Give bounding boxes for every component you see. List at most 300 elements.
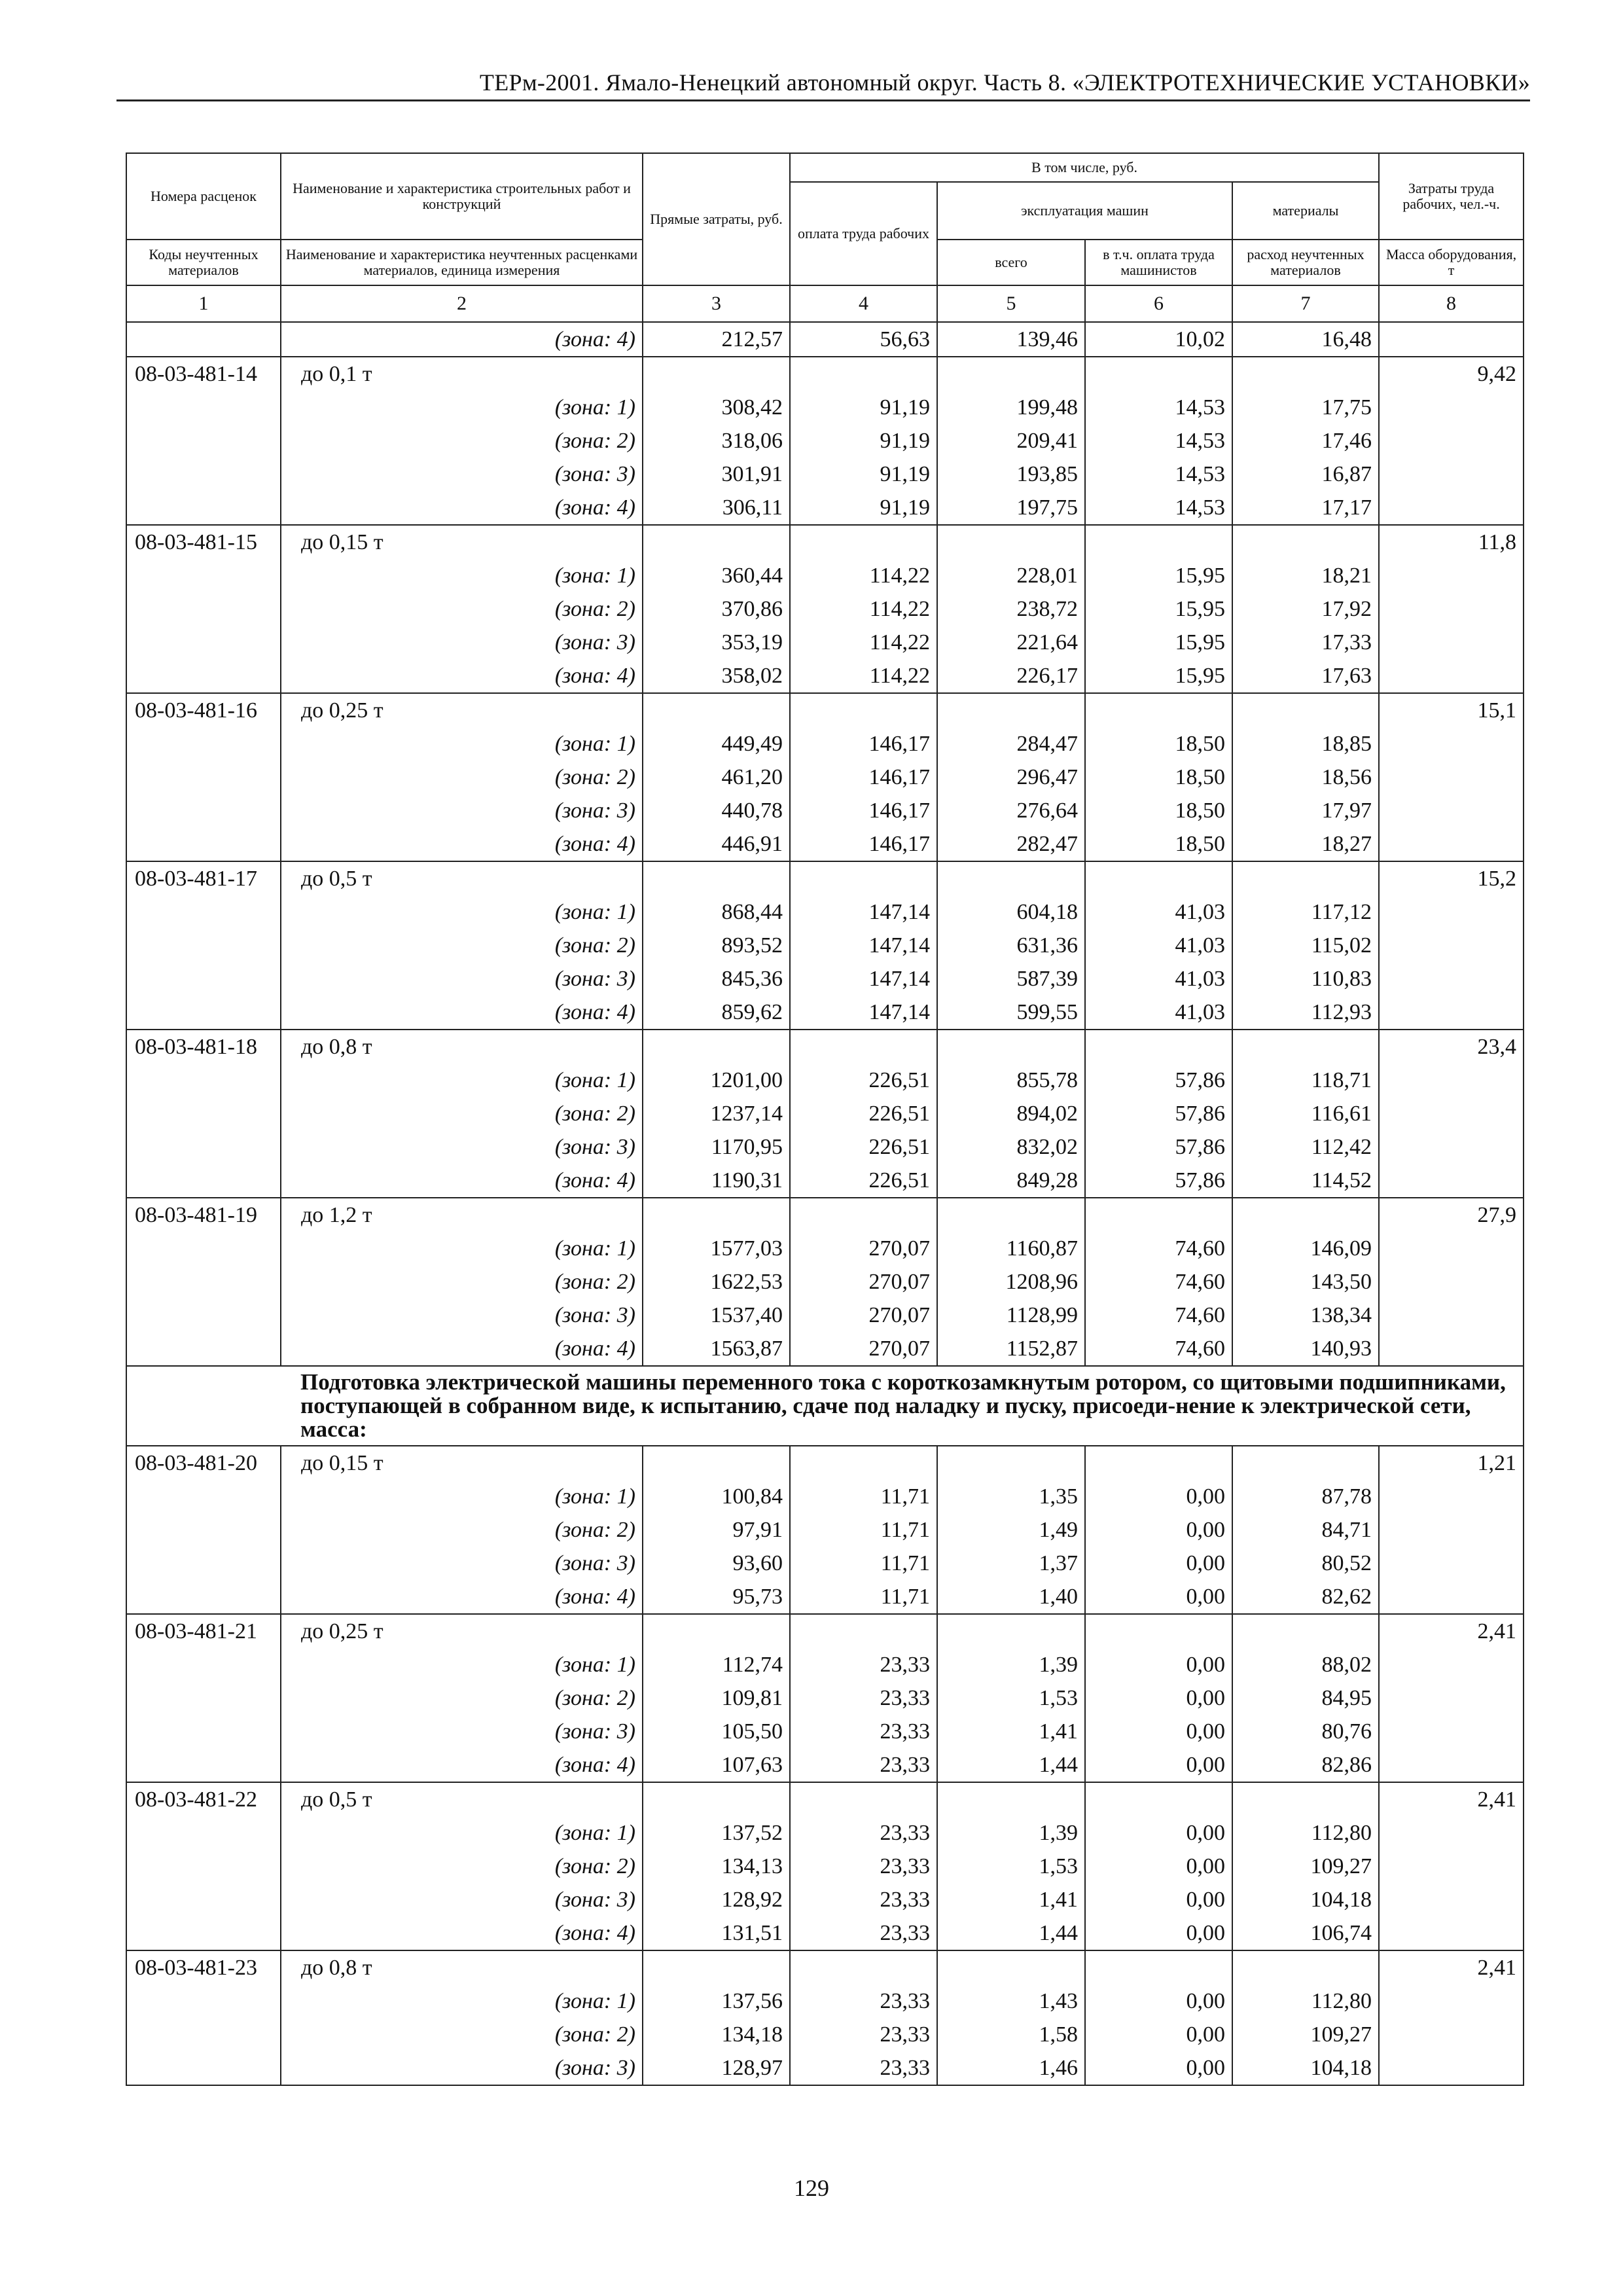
empty-cell [1379,1984,1524,2018]
machines-total-value: 284,47 [937,727,1085,761]
column-number: 2 [281,285,643,322]
direct-costs-value: 93,60 [643,1547,790,1580]
zone-label: (зона: 4) [281,491,643,525]
zone-label: (зона: 1) [281,1064,643,1097]
machines-total-value: 228,01 [937,559,1085,592]
machinists-pay-value: 0,00 [1085,1513,1232,1547]
empty-cell [1379,1480,1524,1513]
labor-costs-value: 2,41 [1379,1782,1524,1816]
empty-cell [126,424,281,457]
header-including: В том числе, руб. [790,153,1379,182]
empty-cell [643,1198,790,1232]
labor-pay-value: 56,63 [790,322,937,357]
labor-pay-value: 114,22 [790,626,937,659]
zone-label: (зона: 4) [281,1164,643,1198]
direct-costs-value: 449,49 [643,727,790,761]
machinists-pay-value: 18,50 [1085,827,1232,861]
zone-row [126,322,1524,357]
machines-total-value: 1,35 [937,1480,1085,1513]
zone-label: (зона: 1) [281,1648,643,1681]
direct-costs-value: 358,02 [643,659,790,693]
empty-cell [1379,626,1524,659]
direct-costs-value: 128,92 [643,1883,790,1916]
machines-total-value: 282,47 [937,827,1085,861]
machinists-pay-value: 57,86 [1085,1097,1232,1130]
materials-value: 17,33 [1232,626,1379,659]
empty-cell [1232,1950,1379,1984]
labor-pay-value: 91,19 [790,457,937,491]
empty-cell [126,727,281,761]
empty-cell [1232,1198,1379,1232]
empty-cell [1085,693,1232,727]
section-title: Подготовка электрической машины переменного тока с короткозамкнутым ротором, со щитовыми подшипниками, поступающей в собранном виде, к испытанию, сдаче под наладку и пуску, присоеди-нение к электрической сети, масса: [281,1366,1524,1446]
labor-pay-value: 11,71 [790,1580,937,1614]
materials-value: 143,50 [1232,1265,1379,1299]
machinists-pay-value: 57,86 [1085,1130,1232,1164]
machines-total-value: 1160,87 [937,1232,1085,1265]
empty-cell [1379,491,1524,525]
machines-total-value: 276,64 [937,794,1085,827]
empty-cell [126,1916,281,1950]
empty-cell [1379,929,1524,962]
machines-total-value: 1,44 [937,1916,1085,1950]
machines-total-value: 296,47 [937,761,1085,794]
rate-code: 08-03-481-17 [126,861,281,895]
empty-cell [1379,794,1524,827]
rate-row [126,357,1524,391]
zone-row [126,626,1524,659]
zone-row [126,1547,1524,1580]
empty-cell [126,996,281,1030]
machines-total-value: 221,64 [937,626,1085,659]
machinists-pay-value: 0,00 [1085,1480,1232,1513]
rate-name: до 0,5 т [281,861,643,895]
empty-cell [126,827,281,861]
header-column-numbers [126,285,1524,322]
rate-row [126,1614,1524,1648]
direct-costs-value: 1237,14 [643,1097,790,1130]
labor-pay-value: 147,14 [790,895,937,929]
machines-total-value: 631,36 [937,929,1085,962]
rate-code: 08-03-481-14 [126,357,281,391]
machinists-pay-value: 74,60 [1085,1332,1232,1366]
empty-cell [790,525,937,559]
materials-value: 112,80 [1232,1816,1379,1850]
machines-total-value: 1,39 [937,1648,1085,1681]
rate-name: до 0,25 т [281,693,643,727]
zone-label: (зона: 3) [281,626,643,659]
direct-costs-value: 109,81 [643,1681,790,1715]
rate-code: 08-03-481-20 [126,1446,281,1480]
materials-value: 115,02 [1232,929,1379,962]
machines-total-value: 1,39 [937,1816,1085,1850]
header-equipment-mass: Масса оборудования, т [1379,240,1524,285]
zone-label: (зона: 2) [281,2018,643,2051]
header-material-codes: Коды неучтенных материалов [126,240,281,285]
empty-cell [126,559,281,592]
zone-row [126,1681,1524,1715]
zone-label: (зона: 1) [281,895,643,929]
empty-cell [126,1332,281,1366]
labor-costs-value: 15,1 [1379,693,1524,727]
materials-value: 138,34 [1232,1299,1379,1332]
labor-pay-value: 23,33 [790,1984,937,2018]
empty-cell [126,1513,281,1547]
machines-total-value: 139,46 [937,322,1085,357]
empty-cell [1085,357,1232,391]
direct-costs-value: 97,91 [643,1513,790,1547]
direct-costs-value: 1201,00 [643,1064,790,1097]
empty-cell [1379,457,1524,491]
zone-row [126,1748,1524,1782]
direct-costs-value: 301,91 [643,457,790,491]
machinists-pay-value: 15,95 [1085,659,1232,693]
direct-costs-value: 440,78 [643,794,790,827]
direct-costs-value: 868,44 [643,895,790,929]
empty-cell [1379,1816,1524,1850]
labor-pay-value: 23,33 [790,1681,937,1715]
empty-cell [126,1883,281,1916]
empty-cell [126,1299,281,1332]
zone-label: (зона: 1) [281,1984,643,2018]
empty-cell [126,1580,281,1614]
direct-costs-value: 461,20 [643,761,790,794]
empty-cell [1085,1614,1232,1648]
document-title: ТЕРм-2001. Ямало-Ненецкий автономный округ. Часть 8. «ЭЛЕКТРОТЕХНИЧЕСКИЕ УСТАНОВКИ» [479,69,1530,96]
empty-cell [643,525,790,559]
rate-name: до 0,25 т [281,1614,643,1648]
column-number: 3 [643,285,790,322]
direct-costs-value: 105,50 [643,1715,790,1748]
header-machinists-pay: в т.ч. оплата труда машинистов [1085,240,1232,285]
materials-value: 84,71 [1232,1513,1379,1547]
direct-costs-value: 859,62 [643,996,790,1030]
labor-pay-value: 114,22 [790,659,937,693]
direct-costs-value: 1622,53 [643,1265,790,1299]
zone-label: (зона: 3) [281,962,643,996]
machinists-pay-value: 18,50 [1085,727,1232,761]
empty-cell [643,1782,790,1816]
direct-costs-value: 128,97 [643,2051,790,2085]
empty-cell [937,693,1085,727]
rate-row [126,1198,1524,1232]
machines-total-value: 849,28 [937,1164,1085,1198]
zone-row [126,1232,1524,1265]
empty-cell [1232,693,1379,727]
direct-costs-value: 112,74 [643,1648,790,1681]
zone-label: (зона: 3) [281,794,643,827]
zone-row [126,895,1524,929]
materials-value: 110,83 [1232,962,1379,996]
zone-row [126,424,1524,457]
column-number: 1 [126,285,281,322]
zone-label: (зона: 3) [281,1299,643,1332]
zone-label: (зона: 3) [281,1547,643,1580]
direct-costs-value: 137,56 [643,1984,790,2018]
zone-row [126,1816,1524,1850]
direct-costs-value: 212,57 [643,322,790,357]
rate-code: 08-03-481-15 [126,525,281,559]
empty-cell [790,1198,937,1232]
empty-cell [1379,424,1524,457]
empty-cell [126,1064,281,1097]
rates-table [126,152,1524,2086]
section-row [126,1366,1524,1446]
direct-costs-value: 137,52 [643,1816,790,1850]
empty-cell [1379,727,1524,761]
page-header [116,68,1530,101]
labor-pay-value: 11,71 [790,1513,937,1547]
machines-total-value: 1,53 [937,1850,1085,1883]
empty-cell [126,761,281,794]
empty-cell [790,693,937,727]
zone-row [126,929,1524,962]
machines-total-value: 1208,96 [937,1265,1085,1299]
empty-cell [1379,1130,1524,1164]
header-rate-numbers: Номера расценок [126,153,281,240]
empty-cell [1379,1232,1524,1265]
empty-cell [1379,1097,1524,1130]
empty-cell [1379,1580,1524,1614]
labor-pay-value: 270,07 [790,1232,937,1265]
empty-cell [126,1648,281,1681]
labor-pay-value: 226,51 [790,1130,937,1164]
zone-row [126,962,1524,996]
column-number: 5 [937,285,1085,322]
empty-cell [126,1816,281,1850]
direct-costs-value: 95,73 [643,1580,790,1614]
zone-label: (зона: 1) [281,1232,643,1265]
empty-cell [1085,525,1232,559]
materials-value: 80,76 [1232,1715,1379,1748]
column-number: 4 [790,285,937,322]
zone-label: (зона: 2) [281,761,643,794]
header-material-names: Наименование и характеристика неучтенных расценками материалов, единица измерения [281,240,643,285]
header-labor-pay: оплата труда рабочих [790,182,937,285]
empty-cell [126,1097,281,1130]
empty-cell [126,592,281,626]
machinists-pay-value: 74,60 [1085,1232,1232,1265]
empty-cell [126,1681,281,1715]
labor-pay-value: 23,33 [790,1648,937,1681]
machinists-pay-value: 0,00 [1085,2051,1232,2085]
zone-row [126,559,1524,592]
machinists-pay-value: 41,03 [1085,962,1232,996]
machinists-pay-value: 74,60 [1085,1265,1232,1299]
empty-cell [126,1850,281,1883]
labor-pay-value: 23,33 [790,1883,937,1916]
empty-cell [1379,1681,1524,1715]
zone-label: (зона: 3) [281,1883,643,1916]
labor-pay-value: 23,33 [790,1850,937,1883]
machinists-pay-value: 0,00 [1085,1816,1232,1850]
labor-costs-value: 1,21 [1379,1446,1524,1480]
labor-pay-value: 11,71 [790,1480,937,1513]
empty-cell [126,1748,281,1782]
empty-cell [126,1984,281,2018]
labor-pay-value: 226,51 [790,1097,937,1130]
machines-total-value: 1,46 [937,2051,1085,2085]
rate-name: до 0,5 т [281,1782,643,1816]
direct-costs-value: 306,11 [643,491,790,525]
empty-cell [790,1030,937,1064]
materials-value: 117,12 [1232,895,1379,929]
machines-total-value: 226,17 [937,659,1085,693]
zone-label: (зона: 2) [281,592,643,626]
machines-total-value: 1,37 [937,1547,1085,1580]
rate-row [126,861,1524,895]
direct-costs-value: 131,51 [643,1916,790,1950]
empty-cell [1379,322,1524,357]
zone-label: (зона: 4) [281,996,643,1030]
empty-cell [937,525,1085,559]
rate-name: до 0,8 т [281,1030,643,1064]
machines-total-value: 832,02 [937,1130,1085,1164]
empty-cell [126,1265,281,1299]
zone-row [126,1580,1524,1614]
empty-cell [126,1130,281,1164]
labor-pay-value: 147,14 [790,996,937,1030]
materials-value: 18,85 [1232,727,1379,761]
empty-cell [937,1446,1085,1480]
machinists-pay-value: 15,95 [1085,559,1232,592]
zone-label: (зона: 1) [281,391,643,424]
empty-cell [1379,2018,1524,2051]
empty-cell [1232,1446,1379,1480]
empty-cell [1379,827,1524,861]
direct-costs-value: 134,13 [643,1850,790,1883]
rate-row [126,1782,1524,1816]
labor-costs-value: 23,4 [1379,1030,1524,1064]
empty-cell [1379,761,1524,794]
zone-label: (зона: 2) [281,1265,643,1299]
empty-cell [1232,1782,1379,1816]
zone-label: (зона: 4) [281,827,643,861]
zone-row [126,996,1524,1030]
machinists-pay-value: 18,50 [1085,761,1232,794]
materials-value: 17,17 [1232,491,1379,525]
machines-total-value: 197,75 [937,491,1085,525]
materials-value: 118,71 [1232,1064,1379,1097]
direct-costs-value: 360,44 [643,559,790,592]
machines-total-value: 1152,87 [937,1332,1085,1366]
materials-value: 18,21 [1232,559,1379,592]
labor-pay-value: 146,17 [790,761,937,794]
materials-value: 146,09 [1232,1232,1379,1265]
machinists-pay-value: 0,00 [1085,1883,1232,1916]
machinists-pay-value: 0,00 [1085,1916,1232,1950]
zone-row [126,794,1524,827]
machines-total-value: 1128,99 [937,1299,1085,1332]
labor-pay-value: 146,17 [790,727,937,761]
direct-costs-value: 1577,03 [643,1232,790,1265]
machines-total-value: 1,41 [937,1883,1085,1916]
machinists-pay-value: 57,86 [1085,1064,1232,1097]
materials-value: 16,48 [1232,322,1379,357]
machines-total-value: 894,02 [937,1097,1085,1130]
empty-cell [1379,895,1524,929]
materials-value: 17,97 [1232,794,1379,827]
zone-row [126,457,1524,491]
machinists-pay-value: 0,00 [1085,1681,1232,1715]
empty-cell [937,1614,1085,1648]
machinists-pay-value: 14,53 [1085,424,1232,457]
empty-cell [126,391,281,424]
empty-cell [1085,1782,1232,1816]
zone-row [126,1480,1524,1513]
labor-pay-value: 146,17 [790,794,937,827]
machines-total-value: 238,72 [937,592,1085,626]
header-machines-total: всего [937,240,1085,285]
empty-cell [126,1164,281,1198]
header-labor-costs: Затраты труда рабочих, чел.-ч. [1379,153,1524,240]
machinists-pay-value: 14,53 [1085,391,1232,424]
labor-pay-value: 270,07 [790,1299,937,1332]
empty-cell [790,861,937,895]
machinists-pay-value: 0,00 [1085,2018,1232,2051]
machinists-pay-value: 41,03 [1085,996,1232,1030]
zone-row [126,391,1524,424]
zone-row [126,1265,1524,1299]
zone-label: (зона: 3) [281,1715,643,1748]
direct-costs-value: 1190,31 [643,1164,790,1198]
zone-row [126,1299,1524,1332]
empty-cell [126,2051,281,2085]
labor-costs-value: 2,41 [1379,1950,1524,1984]
empty-cell [126,1480,281,1513]
materials-value: 82,62 [1232,1580,1379,1614]
machinists-pay-value: 0,00 [1085,1580,1232,1614]
rate-row [126,693,1524,727]
direct-costs-value: 134,18 [643,2018,790,2051]
labor-costs-value: 15,2 [1379,861,1524,895]
zone-row [126,1715,1524,1748]
materials-value: 16,87 [1232,457,1379,491]
zone-row [126,1850,1524,1883]
empty-cell [643,1614,790,1648]
empty-cell [126,626,281,659]
zone-row [126,1513,1524,1547]
materials-value: 18,27 [1232,827,1379,861]
materials-value: 109,27 [1232,2018,1379,2051]
direct-costs-value: 446,91 [643,827,790,861]
machinists-pay-value: 0,00 [1085,1748,1232,1782]
machinists-pay-value: 10,02 [1085,322,1232,357]
empty-cell [1379,1064,1524,1097]
empty-cell [1379,2051,1524,2085]
labor-pay-value: 23,33 [790,1748,937,1782]
direct-costs-value: 370,86 [643,592,790,626]
machinists-pay-value: 74,60 [1085,1299,1232,1332]
machines-total-value: 1,40 [937,1580,1085,1614]
materials-value: 80,52 [1232,1547,1379,1580]
header-machines: эксплуатация машин [937,182,1232,240]
empty-cell [1379,1916,1524,1950]
zone-row [126,727,1524,761]
zone-label: (зона: 3) [281,2051,643,2085]
machinists-pay-value: 57,86 [1085,1164,1232,1198]
empty-cell [1379,559,1524,592]
empty-cell [1379,1265,1524,1299]
zone-row [126,1064,1524,1097]
empty-cell [1379,1715,1524,1748]
empty-cell [790,1614,937,1648]
machines-total-value: 1,41 [937,1715,1085,1748]
zone-label: (зона: 4) [281,1916,643,1950]
header-direct-costs: Прямые затраты, руб. [643,153,790,285]
empty-cell [937,1030,1085,1064]
rate-code: 08-03-481-21 [126,1614,281,1648]
